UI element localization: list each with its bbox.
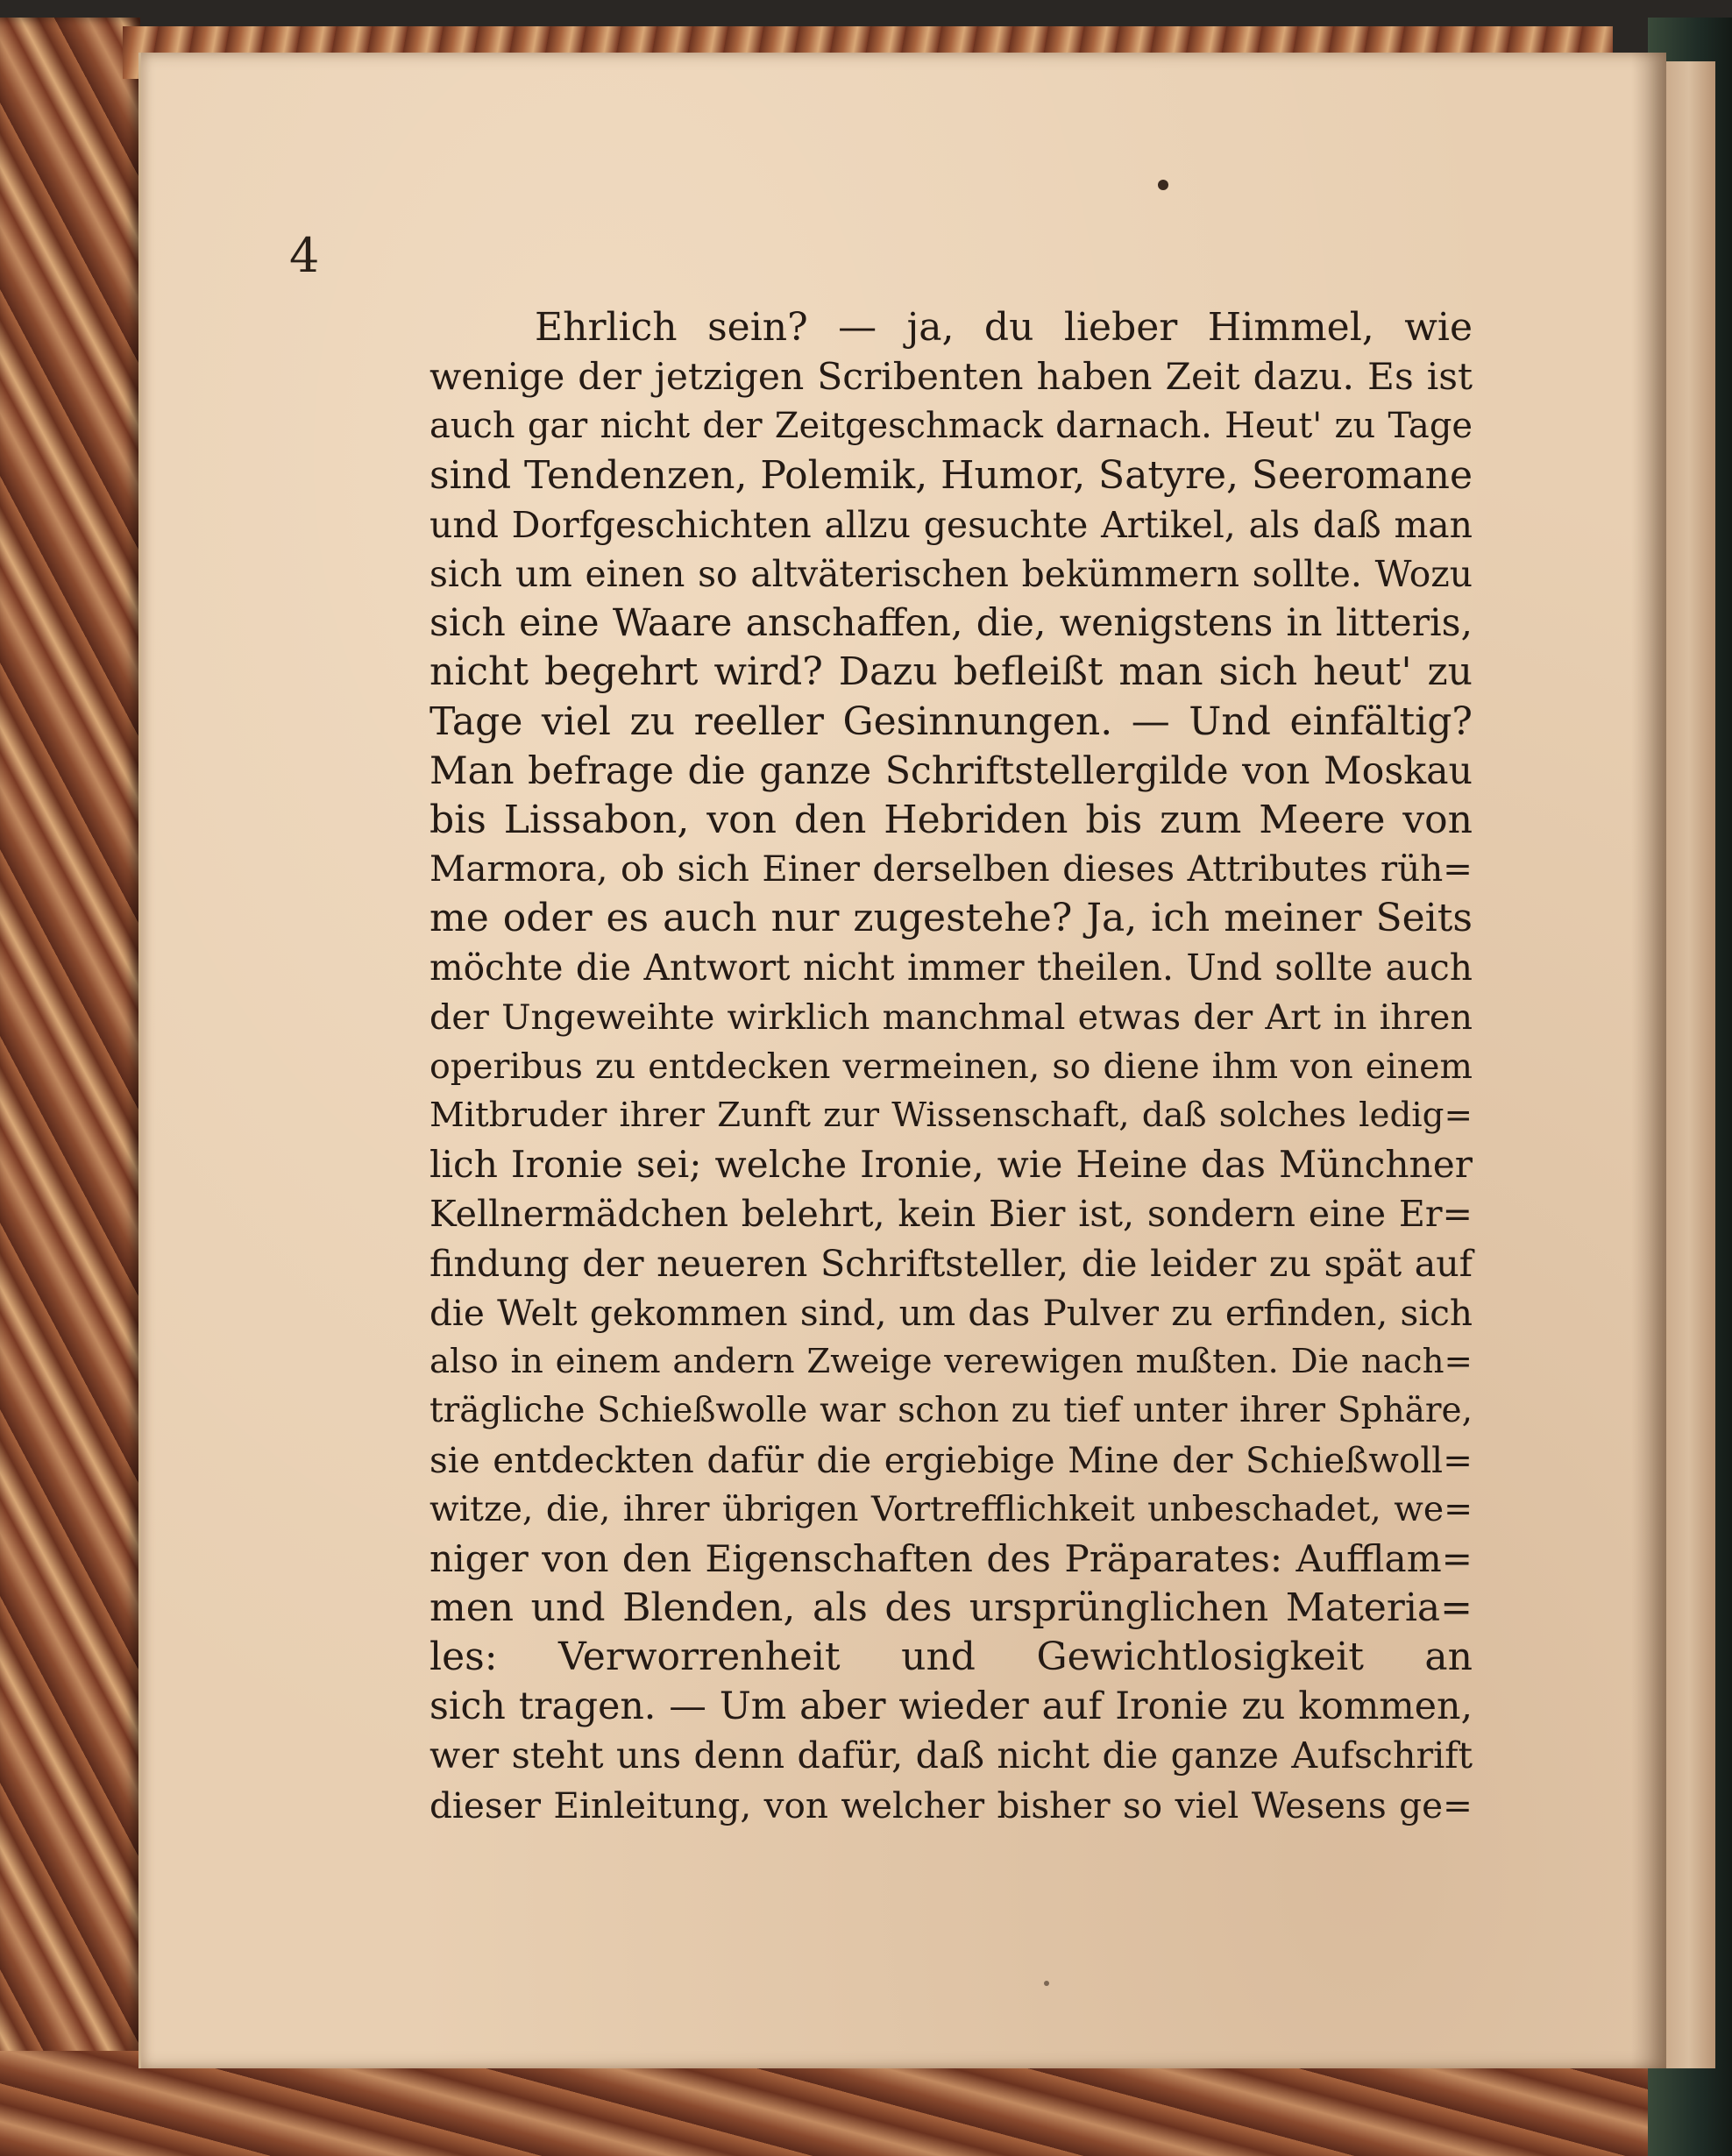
text-line: findung der neueren Schriftsteller, die leider zu spät auf (429, 1242, 1473, 1285)
text-line: me oder es auch nur zugestehe? Ja, ich meiner Seits (429, 896, 1473, 941)
page-body-text (429, 303, 1473, 1830)
text-line: möchte die Antwort nicht immer theilen. Und sollte auch (429, 947, 1473, 989)
text-line: Kellnermädchen belehrt, kein Bier ist, sondern eine Er= (429, 1193, 1473, 1236)
page-number: 4 (289, 228, 320, 283)
text-line: Mitbruder ihrer Zunft zur Wissenschaft, daß solches ledig= (429, 1096, 1473, 1135)
text-line: auch gar nicht der Zeitgeschmack darnach. Heut' zu Tage (429, 406, 1473, 447)
text-line: wenige der jetzigen Scribenten haben Zeit dazu. Es ist (429, 355, 1473, 399)
text-line: dieser Einleitung, von welcher bisher so viel Wesens ge= (429, 1784, 1473, 1826)
text-line: Ehrlich sein? — ja, du lieber Himmel, wie (535, 305, 1473, 350)
ink-speck (1158, 180, 1168, 190)
text-line: wer steht uns denn dafür, daß nicht die ganze Aufschrift (429, 1734, 1473, 1777)
marbled-cover-left (0, 18, 140, 2156)
text-line: operibus zu entdecken vermeinen, so diene ihm von einem (429, 1046, 1473, 1087)
text-line: bis Lissabon, von den Hebriden bis zum Meere von (429, 797, 1473, 842)
facing-page-edge (1661, 61, 1715, 2068)
text-line: witze, die, ihrer übrigen Vortrefflichkeit unbeschadet, we= (429, 1489, 1473, 1529)
page-gutter-shadow (1631, 53, 1666, 2068)
text-line: sind Tendenzen, Polemik, Humor, Satyre, Seeromane (429, 452, 1473, 498)
text-line: les: Verworrenheit und Gewichtlosigkeit an (429, 1635, 1473, 1680)
ink-speck (1044, 1981, 1049, 1986)
text-line: sich eine Waare anschaffen, die, wenigstens in litteris, (429, 601, 1473, 646)
text-line: men und Blenden, als des ursprünglichen Materia= (429, 1585, 1473, 1630)
text-line: niger von den Eigenschaften des Präparates: Aufflam= (429, 1536, 1473, 1580)
text-line: sich tragen. — Um aber wieder auf Ironie zu kommen, (429, 1684, 1473, 1729)
text-line: nicht begehrt wird? Dazu befleißt man sich heut' zu (429, 649, 1473, 695)
text-line: Tage viel zu reeller Gesinnungen. — Und einfältig? (429, 699, 1473, 744)
text-line: der Ungeweihte wirklich manchmal etwas der Art in ihren (429, 996, 1473, 1038)
text-line: lich Ironie sei; welche Ironie, wie Heine das Münchner (429, 1143, 1473, 1187)
text-line: und Dorfgeschichten allzu gesuchte Artikel, als daß man (429, 503, 1473, 546)
text-line: sich um einen so altväterischen bekümmern sollte. Wozu (429, 552, 1473, 595)
text-line: die Welt gekommen sind, um das Pulver zu erfinden, sich (429, 1291, 1473, 1334)
text-line: Marmora, ob sich Einer derselben dieses Attributes rüh= (429, 848, 1473, 890)
text-line: Man befrage die ganze Schriftstellergilde von Moskau (429, 748, 1473, 793)
text-line: trägliche Schießwolle war schon zu tief unter ihrer Sphäre, (429, 1391, 1473, 1431)
text-line: also in einem andern Zweige verewigen mußten. Die nach= (429, 1341, 1473, 1381)
text-line: sie entdeckten dafür die ergiebige Mine der Schießwoll= (429, 1439, 1473, 1482)
